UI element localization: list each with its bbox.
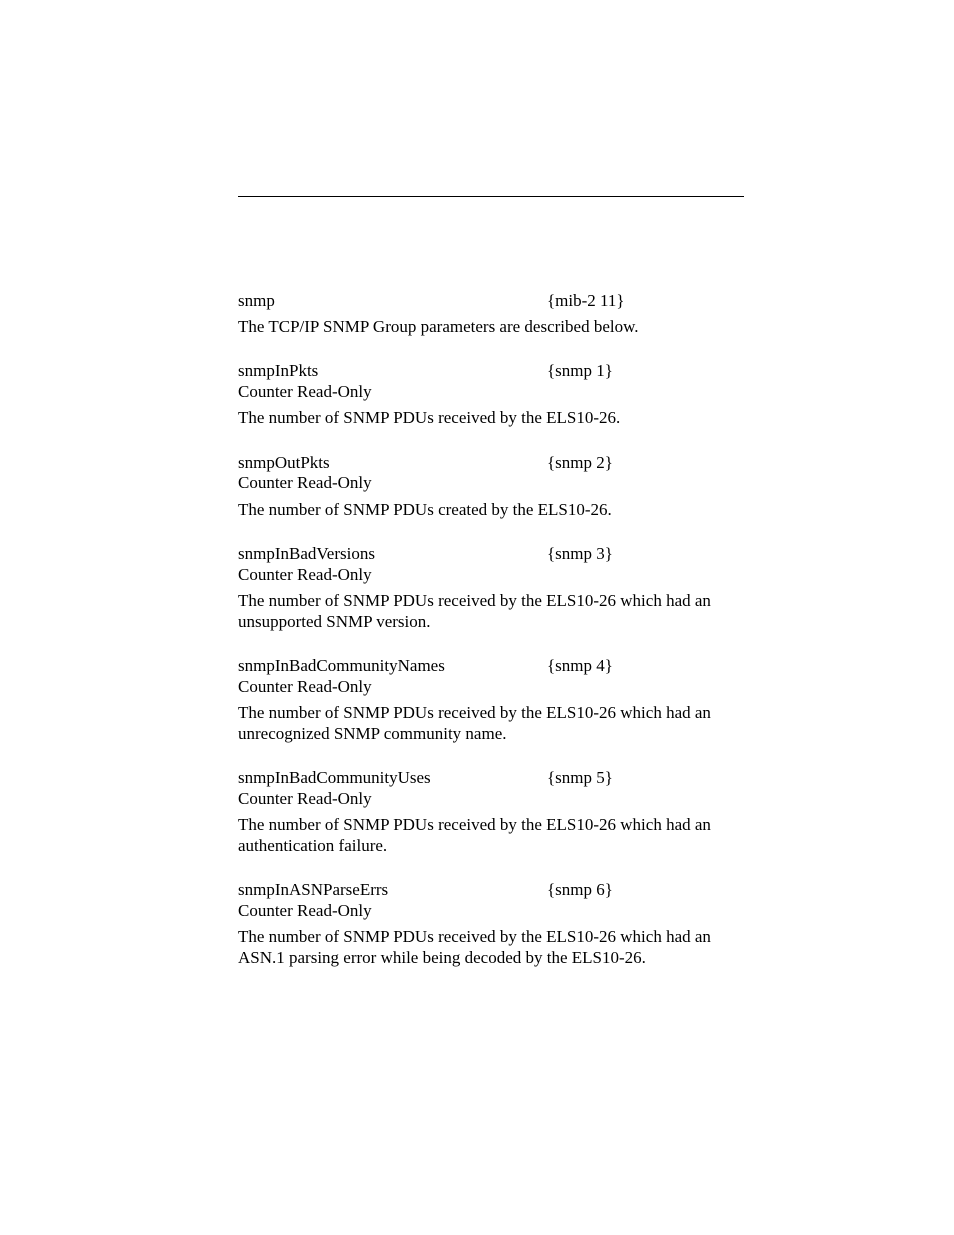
entry-header: [238, 544, 744, 565]
entry-name: snmpInBadCommunityNames: [238, 656, 445, 675]
entry-oid: {snmp 1}: [547, 361, 613, 380]
entry-description: The number of SNMP PDUs created by the ELS10-26.: [238, 499, 612, 519]
mib-entry-snmpoutpkts: [238, 453, 744, 521]
mib-group-section: [238, 291, 744, 968]
entry-header: [238, 880, 744, 901]
mib-entry-snmpinbadcommunityuses: [238, 768, 744, 856]
entry-header: [238, 453, 744, 474]
mib-entry-snmpinbadversions: [238, 544, 744, 632]
entry-description: The number of SNMP PDUs received by the ELS10-26 which had an unrecognized SNMP community name.: [238, 703, 711, 743]
entry-name: snmpInBadCommunityUses: [238, 768, 431, 787]
group-header: [238, 291, 744, 312]
entry-access: Counter Read-Only: [238, 788, 372, 808]
entry-description: The number of SNMP PDUs received by the ELS10-26 which had an ASN.1 parsing error while being decoded by the ELS10-26.: [238, 927, 711, 967]
entry-access: Counter Read-Only: [238, 473, 372, 492]
entry-name: snmpOutPkts: [238, 452, 330, 472]
header-rule: [238, 196, 744, 197]
entry-description: The number of SNMP PDUs received by the ELS10-26 which had an authentication failure.: [238, 815, 711, 855]
entry-access: Counter Read-Only: [238, 381, 372, 401]
entry-name: snmpInASNParseErrs: [238, 880, 389, 899]
entry-oid: {snmp 5}: [547, 768, 613, 787]
entry-description: The number of SNMP PDUs received by the ELS10-26.: [238, 408, 621, 427]
entry-name: snmpInPkts: [238, 361, 319, 380]
entry-name: snmpInBadVersions: [238, 544, 375, 563]
group-oid: {mib-2 11}: [547, 291, 625, 310]
entry-access: Counter Read-Only: [238, 564, 372, 584]
group-description: The TCP/IP SNMP Group parameters are described below.: [238, 316, 639, 336]
entry-description: The number of SNMP PDUs received by the ELS10-26 which had an unsupported SNMP version.: [238, 591, 711, 631]
entry-oid: {snmp 3}: [547, 544, 613, 563]
entry-oid: {snmp 2}: [547, 452, 613, 472]
mib-entry-snmpinbadcommunitynames: [238, 656, 744, 744]
entry-header: [238, 656, 744, 677]
entry-header: [238, 768, 744, 789]
group-name: snmp: [238, 291, 275, 310]
entry-oid: {snmp 6}: [547, 880, 613, 899]
mib-entry-snmpinpkts: [238, 361, 744, 429]
entry-access: Counter Read-Only: [238, 676, 372, 696]
mib-entry-snmpinasnparseerrs: [238, 880, 744, 968]
entry-oid: {snmp 4}: [547, 656, 613, 675]
entry-header: [238, 361, 744, 382]
entry-access: Counter Read-Only: [238, 900, 372, 920]
